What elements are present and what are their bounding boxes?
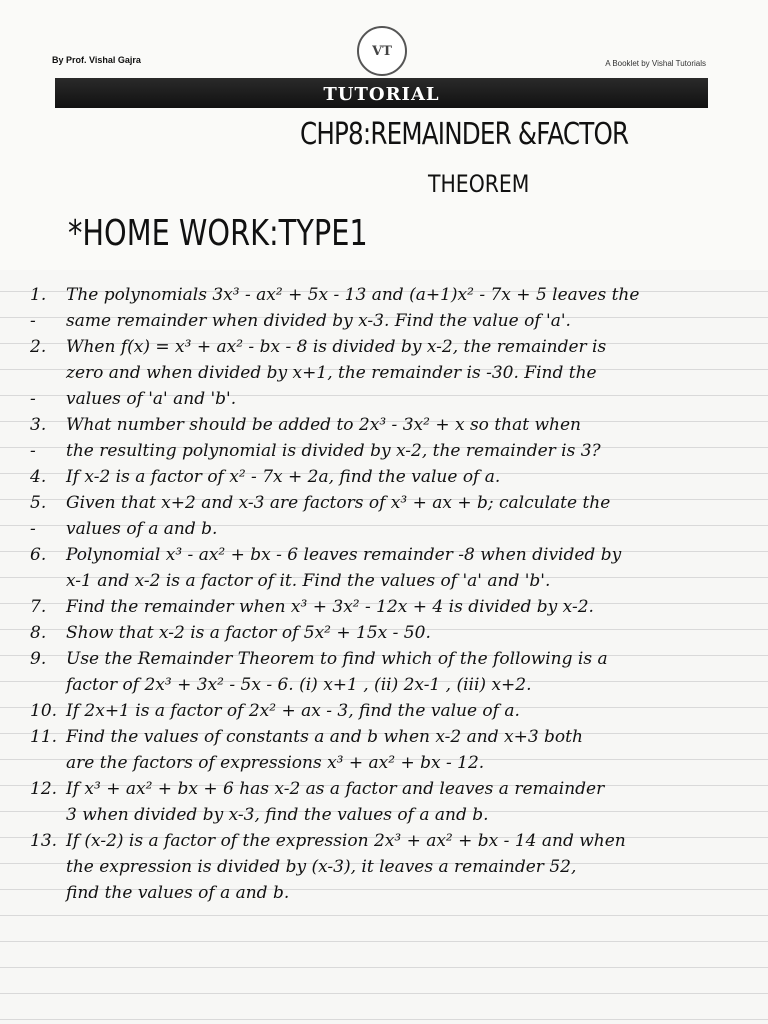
question-number: 8. [30, 623, 47, 643]
question-line [30, 490, 765, 516]
question-text: The polynomials 3x³ - ax² + 5x - 13 and (a+1)x² - 7x + 5 leaves the [66, 285, 640, 305]
question-line [30, 334, 765, 360]
question-line [30, 308, 765, 334]
question-text: When f(x) = x³ + ax² - bx - 8 is divided by x-2, the remainder is [66, 337, 607, 357]
question-text: Find the remainder when x³ + 3x² - 12x + 4 is divided by x-2. [66, 597, 594, 617]
question-line [30, 360, 765, 386]
question-number: - [30, 441, 36, 461]
question-text: If (x-2) is a factor of the expression 2x³ + ax² + bx - 14 and when [66, 831, 626, 851]
question-line [30, 698, 765, 724]
question-number: 4. [30, 467, 47, 487]
question-line [30, 542, 765, 568]
question-number: 3. [30, 415, 47, 435]
question-text: Given that x+2 and x-3 are factors of x³ + ax + b; calculate the [66, 493, 611, 513]
question-text: same remainder when divided by x-3. Find the value of 'a'. [66, 311, 571, 331]
question-text: the expression is divided by (x-3), it leaves a remainder 52, [66, 857, 577, 877]
question-number: 5. [30, 493, 47, 513]
question-line [30, 854, 765, 880]
question-text: Polynomial x³ - ax² + bx - 6 leaves remainder -8 when divided by [66, 545, 622, 565]
question-number: - [30, 519, 36, 539]
tutorial-logo: VT [357, 26, 407, 76]
chapter-title: CHP8:REMAINDER &FACTOR [300, 117, 629, 152]
question-line [30, 802, 765, 828]
question-line [30, 568, 765, 594]
question-number: 9. [30, 649, 47, 669]
question-number: 13. [30, 831, 58, 851]
question-line [30, 282, 765, 308]
question-text: values of 'a' and 'b'. [66, 389, 237, 409]
question-text: If 2x+1 is a factor of 2x² + ax - 3, find the value of a. [66, 701, 520, 721]
question-line [30, 386, 765, 412]
question-text: zero and when divided by x+1, the remainder is -30. Find the [66, 363, 597, 383]
question-number: 6. [30, 545, 47, 565]
question-text: the resulting polynomial is divided by x-2, the remainder is 3? [66, 441, 601, 461]
question-number: 10. [30, 701, 58, 721]
question-text: are the factors of expressions x³ + ax² + bx - 12. [66, 753, 485, 773]
question-number: - [30, 311, 36, 331]
question-text: Show that x-2 is a factor of 5x² + 15x - 50. [66, 623, 431, 643]
question-number: 12. [30, 779, 58, 799]
question-text: Find the values of constants a and b when x-2 and x+3 both [66, 727, 583, 747]
question-line [30, 776, 765, 802]
question-text: What number should be added to 2x³ - 3x² + x so that when [66, 415, 581, 435]
question-number: 11. [30, 727, 58, 747]
question-line [30, 620, 765, 646]
question-text: find the values of a and b. [66, 883, 290, 903]
question-line [30, 828, 765, 854]
question-number: - [30, 389, 36, 409]
question-line [30, 516, 765, 542]
question-text: Use the Remainder Theorem to find which of the following is a [66, 649, 608, 669]
question-text: factor of 2x³ + 3x² - 5x - 6. (i) x+1 , (ii) 2x-1 , (iii) x+2. [66, 675, 532, 695]
question-line [30, 646, 765, 672]
author-text: By Prof. Vishal Gajra [52, 55, 141, 65]
question-line [30, 750, 765, 776]
question-text: If x³ + ax² + bx + 6 has x-2 as a factor and leaves a remainder [66, 779, 605, 799]
question-text: If x-2 is a factor of x² - 7x + 2a, find the value of a. [66, 467, 501, 487]
question-text: x-1 and x-2 is a factor of it. Find the values of 'a' and 'b'. [66, 571, 551, 591]
question-line [30, 464, 765, 490]
question-list [30, 282, 765, 906]
chapter-title-cont: THEOREM [428, 170, 530, 198]
question-text: 3 when divided by x-3, find the values of a and b. [66, 805, 489, 825]
question-line [30, 672, 765, 698]
question-line [30, 412, 765, 438]
question-number: 2. [30, 337, 47, 357]
tutorial-banner: TUTORIAL [55, 78, 708, 108]
question-number: 7. [30, 597, 47, 617]
question-number: 1. [30, 285, 47, 305]
publisher-text: A Booklet by Vishal Tutorials [605, 59, 706, 68]
question-line [30, 880, 765, 906]
homework-title: *HOME WORK:TYPE1 [68, 213, 368, 254]
question-line [30, 438, 765, 464]
question-text: values of a and b. [66, 519, 218, 539]
question-line [30, 724, 765, 750]
question-line [30, 594, 765, 620]
